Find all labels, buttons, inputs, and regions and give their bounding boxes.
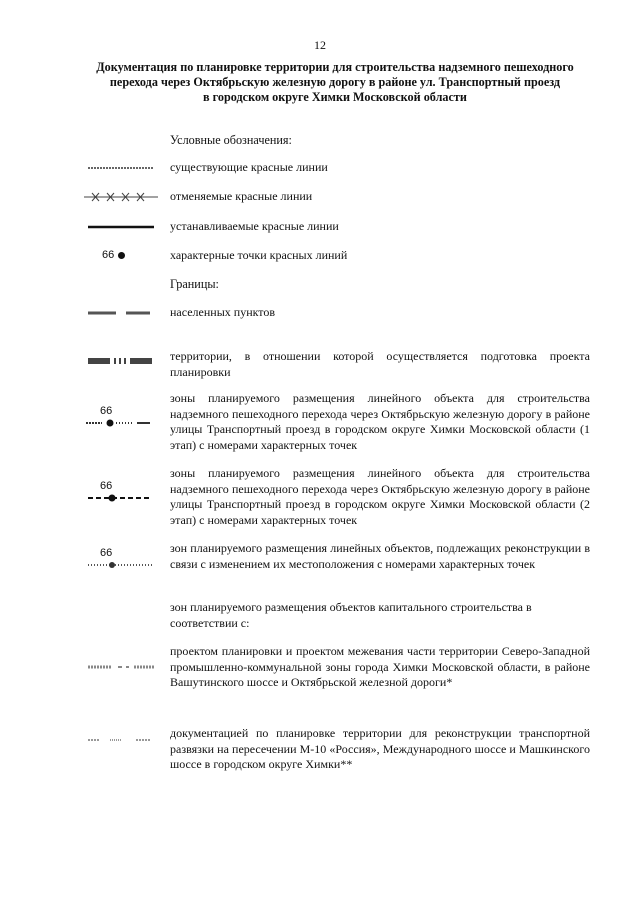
zone-stage2-point-label: 66	[100, 480, 113, 492]
zone-reconstruction-text: зон планируемого размещения линейных объектов, подлежащих реконструкции в связи с изменением их местоположения с номерами характерных точек	[170, 541, 590, 571]
document-title	[75, 60, 595, 105]
existing-red-lines-text: существующие красные линии	[170, 160, 328, 174]
zone-stage1-point-label: 66	[100, 405, 113, 417]
planning-territory-text: территории, в отношении которой осуществляется подготовка проекта планировки	[170, 349, 590, 379]
cancelled-red-line-symbol	[82, 190, 164, 204]
established-red-lines-text: устанавливаемые красные линии	[170, 219, 339, 233]
zone-stage2-symbol	[82, 480, 164, 506]
zone-reconstruction-symbol	[82, 547, 164, 573]
existing-red-line-symbol	[82, 163, 164, 173]
cancelled-red-lines-text: отменяемые красные линии	[170, 189, 313, 203]
settlements-text: населенных пунктов	[170, 305, 276, 319]
capital-docs-text: документацией по планировке территории для реконструкции транспортной развязки на пересечении М-10 «Россия», Международного шоссе и Машкинского шоссе в городском округе Химки**	[170, 726, 590, 772]
planning-territory-boundary-symbol	[82, 355, 164, 367]
characteristic-point-symbol	[82, 248, 164, 264]
zone-stage1-symbol	[82, 405, 164, 431]
capital-project-zone-symbol	[82, 662, 164, 672]
capital-project-text: проектом планировки и проектом межевания части территории Северо-Западной промышленно-коммунальной зоны города Химки Московской области, в районе Вашутинского шоссе и Октябрьской железной дороги*	[170, 644, 590, 690]
zone-stage2-text: зоны планируемого размещения линейного объекта для строительства надземного пешеходного перехода через Октябрьскую железную дорогу в районе улицы Транспортный проезд в городском округе Химки Московской области (2 этап) с номерами характерных точек	[170, 466, 590, 527]
zone-stage2-line-icon	[82, 493, 164, 503]
settlement-boundary-symbol	[82, 308, 164, 318]
point-dot-icon	[118, 252, 125, 259]
page-number: 12	[314, 38, 326, 52]
established-red-line-symbol	[82, 222, 164, 232]
zone-reconstruction-point-label: 66	[100, 547, 113, 559]
point-number-label: 66	[102, 249, 115, 261]
title-line-1: Документация по планировке территории для строительства надземного пешеходного	[96, 60, 574, 74]
title-line-2: перехода через Октябрьскую железную дорогу в районе ул. Транспортный проезд	[109, 75, 561, 89]
title-line-3: в городском округе Химки Московской области	[203, 90, 467, 104]
zone-stage1-text: зоны планируемого размещения линейного объекта для строительства надземного пешеходного перехода через Октябрьскую железную дорогу в районе улицы Транспортный проезд в городском округе Химки Московской области (1 этап) с номерами характерных точек	[170, 391, 590, 452]
capital-docs-zone-symbol	[82, 735, 164, 745]
legend-heading: Условные обозначения:	[170, 133, 292, 147]
boundaries-heading: Границы:	[170, 277, 219, 291]
zone-stage1-line-icon	[82, 418, 164, 428]
zone-reconstruction-line-icon	[82, 560, 164, 570]
capital-zone-heading: зон планируемого размещения объектов капитального строительства в соответствии с:	[170, 600, 532, 630]
characteristic-points-text: характерные точки красных линий	[170, 248, 348, 262]
